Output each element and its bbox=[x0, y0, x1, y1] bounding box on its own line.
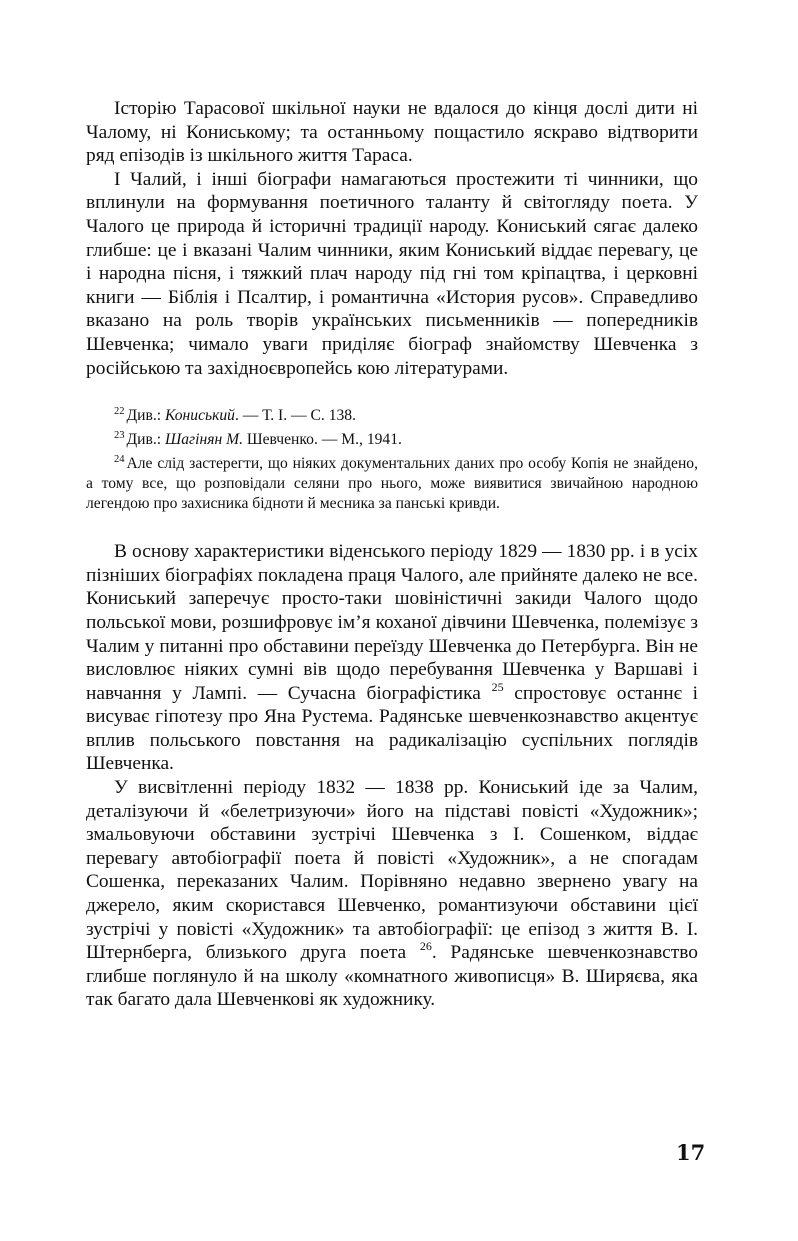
page-body bbox=[86, 97, 698, 1012]
footnote-author: Кониський bbox=[164, 407, 235, 425]
footnote-reference: 26 bbox=[419, 939, 432, 954]
footnote-23 bbox=[86, 426, 698, 450]
paragraph-2: І Чалий, і інші біографи намагаються простежити ті чинники, що вплинули на формування поетичного таланту й світогляду поета. У Чалого це природа й історичні традиції народу. Кониський сягає далеко глибше: це і вказані Чалим чинники, яким Кониський віддає перевагу, це і народна пісня, і тяжкий плач народу під гні том кріпацтва, і церковні книги — Біблія і Псалтир, і романтична «История русов». Справедливо вказано на роль творів українських письменників — попередників Шевченка; чимало уваги приділяє біограф знайомству Шевченка з російською та західноєвропейсь кою літературами. bbox=[86, 168, 698, 379]
footnote-prefix: Див.: bbox=[126, 407, 165, 425]
footnote-author: Шагінян М. bbox=[164, 431, 243, 449]
footnote-prefix: Див.: bbox=[126, 431, 165, 449]
footnote-text: Шевченко. — М., 1941. bbox=[242, 431, 402, 449]
paragraph-1: Історію Тарасової шкільної науки не вдалося до кінця дослі дити ні Чалому, ні Кониському; та останньому пощастило яскраво відтворити ряд епізодів із шкільного життя Тараса. bbox=[86, 98, 698, 167]
footnote-24 bbox=[86, 450, 698, 514]
paragraph-3 bbox=[86, 540, 698, 776]
footnote-number: 24 bbox=[114, 454, 125, 466]
page-number: 17 bbox=[676, 1140, 706, 1165]
footnotes bbox=[86, 402, 698, 514]
footnote-text: . — Т. І. — С. 138. bbox=[234, 407, 357, 425]
paragraph-4 bbox=[86, 776, 698, 1012]
footnote-reference: 25 bbox=[491, 679, 504, 694]
paragraph-4-text: У висвітленні періоду 1832 — 1838 рр. Кониський іде за Чалим, деталізуючи й «белетризуючи» його на підставі повісті «Художник»; змальовуючи обставини зустрічі Шевченка з І. Сошенком, віддає перевагу автобіографії поета й повісті «Художник», а не спогадам Сошенка, переказаних Чалим. Порівняно недавно звернено увагу на джерело, яким скористався Шевченко, романтизуючи обставини цієї зустрічі у повісті «Художник» та автобіографії: це епізод з життя В. І. Штернберга, близького друга поета bbox=[86, 777, 698, 964]
footnote-number: 23 bbox=[114, 430, 125, 442]
footnote-text: Але слід застерегти, що ніяких документальних даних про особу Копія не знайдено, а тому все, що розповідали селяни про нього, може виявитися звичайною народною легендою про захисника бідноти й месника за панські кривди. bbox=[86, 455, 698, 513]
footnote-22 bbox=[86, 402, 698, 426]
paragraph-3-text: В основу характеристики віденського періоду 1829 — 1830 рр. і в усіх пізніших біографіях покладена праця Чалого, але прийняте далеко не все. Кониський заперечує просто-таки шовіністичні закиди Чалого щодо польської мови, розшифровує ім’я коханої дівчини Шевченка, полемізує з Чалим у питанні про обставини переїзду Шевченка до Петербурга. Він не висловлює ніяких сумні вів щодо перебування Шевченка у Варшаві і навчання у Лампі. — Сучасна біографістика bbox=[86, 541, 698, 704]
paragraph-3-tail: спростовує останнє і висуває гіпотезу про Яна Рустема. Радянське шевченкознавство акцентує вплив польського повстання на радикалізацію суспільних поглядів Шевченка. bbox=[86, 682, 698, 775]
paragraph-4-tail: . Радянське шевченкознавство глибше поглянуло й на школу «комнатного живописця» В. Ширяєва, яка так багато дала Шевченкові як художнику. bbox=[86, 942, 698, 1011]
footnote-number: 22 bbox=[114, 406, 125, 418]
